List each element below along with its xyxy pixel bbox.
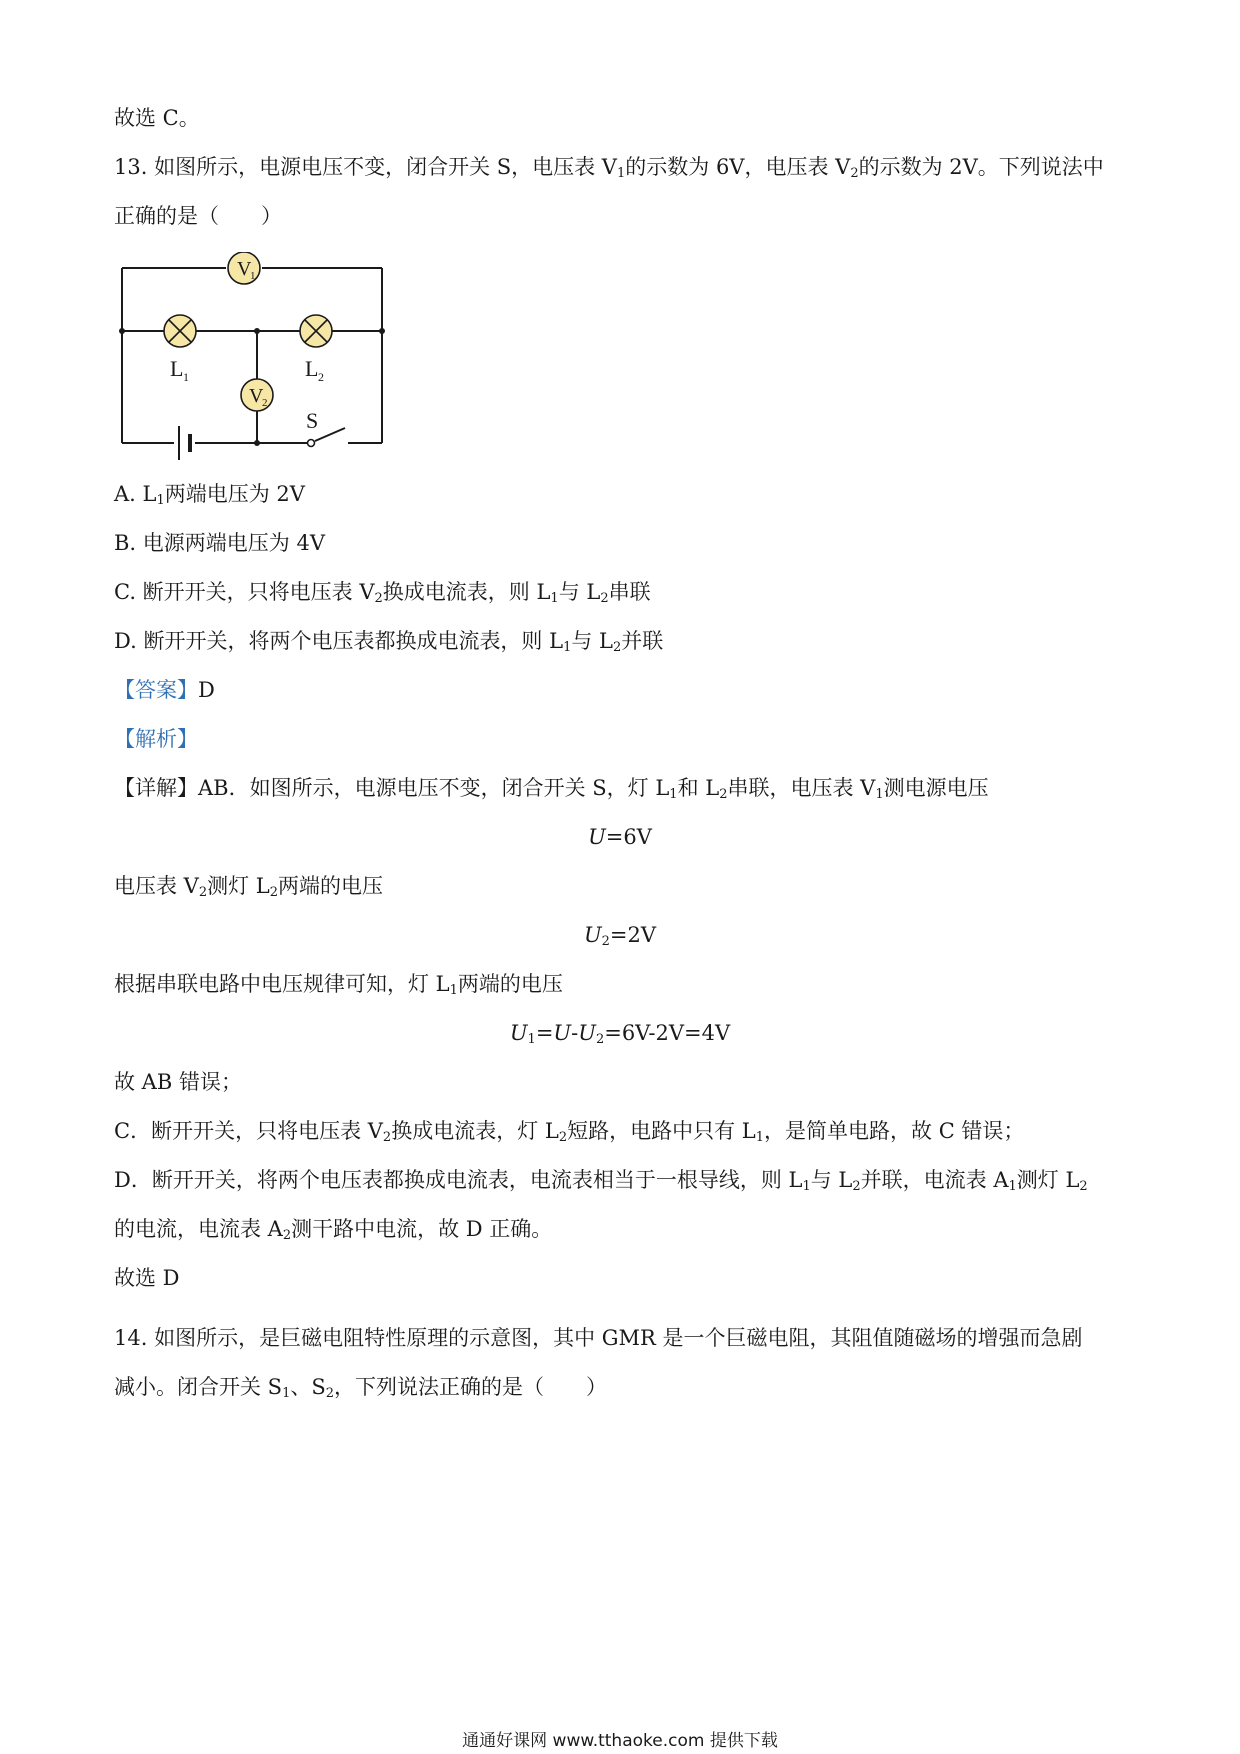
label-l2: L <box>305 356 319 381</box>
analysis-heading: 【解析】 <box>114 727 198 751</box>
equation-3: $U_1=U-U_2=6V-2V=4V$ <box>509 1021 731 1047</box>
svg-text:2: 2 <box>262 397 268 409</box>
detail-line-3: 根据串联电路中电压规律可知，灯 $L_1$两端的电压 <box>114 972 563 998</box>
option-c: C. 断开开关，只将电压表 $V_2$换成电流表，则 $L_1$与 $L_2$串联 <box>114 580 651 606</box>
circuit-diagram <box>112 252 392 464</box>
question-13-stem: 13. 如图所示，电源电压不变，闭合开关 S，电压表 $V_1$的示数为 6V，电压表 $V_2$的示数为 2V。下列说法中 <box>114 155 1104 181</box>
detail-line-1: 【详解】AB．如图所示，电源电压不变，闭合开关 S，灯 $L_1$和 $L_2$串联，电压表 $V_1$测电源电压 <box>114 776 989 802</box>
detail-line-8: 故选 D <box>114 1266 180 1290</box>
voltmeter-v2-icon <box>241 379 273 411</box>
detail-line-7: 的电流，电流表 $A_2$测干路中电流，故 D 正确。 <box>114 1217 553 1243</box>
detail-line-5: C．断开开关，只将电压表 $V_2$换成电流表，灯 $L_2$短路，电路中只有 $L_1$，是简单电路，故 C 错误； <box>114 1119 1025 1145</box>
detail-line-2: 电压表 $V_2$测灯 $L_2$两端的电压 <box>114 874 384 900</box>
label-l1: L <box>170 356 184 381</box>
question-13-stem-2: 正确的是（ ） <box>114 204 282 228</box>
page-footer: 通通好课网 www.tthaoke.com 提供下载 <box>462 1731 778 1751</box>
svg-text:V: V <box>249 385 264 407</box>
equation-1: U=6V <box>588 825 652 849</box>
answer-line: 【答案】D <box>114 678 215 702</box>
lamp-l1-icon <box>164 315 196 347</box>
option-b: B. 电源两端电压为 4V <box>114 531 325 555</box>
option-d: D. 断开开关，将两个电压表都换成电流表，则 $L_1$与 $L_2$并联 <box>114 629 664 655</box>
question-14-stem-2: 减小。闭合开关 $S_1$、$S_2$，下列说法正确的是（ ） <box>114 1375 608 1401</box>
svg-text:2: 2 <box>318 370 324 384</box>
voltmeter-v1-icon <box>228 252 260 284</box>
label-s: S <box>306 408 319 433</box>
svg-text:1: 1 <box>250 270 256 282</box>
question-14-stem: 14. 如图所示，是巨磁电阻特性原理的示意图，其中 GMR 是一个巨磁电阻，其阻值随磁场的增强而急剧 <box>114 1326 1083 1350</box>
svg-text:V: V <box>237 258 252 280</box>
svg-text:1: 1 <box>183 370 189 384</box>
detail-line-4: 故 AB 错误； <box>114 1070 242 1094</box>
equation-2: $U_2=2V$ <box>583 923 657 949</box>
lamp-l2-icon <box>300 315 332 347</box>
text-line: 故选 C。 <box>114 106 200 130</box>
option-a: A. $L_1$两端电压为 2V <box>114 482 305 508</box>
detail-line-6: D．断开开关，将两个电压表都换成电流表，电流表相当于一根导线，则 $L_1$与 $L_2$并联，电流表 $A_1$测灯 $L_2$ <box>114 1168 1088 1194</box>
